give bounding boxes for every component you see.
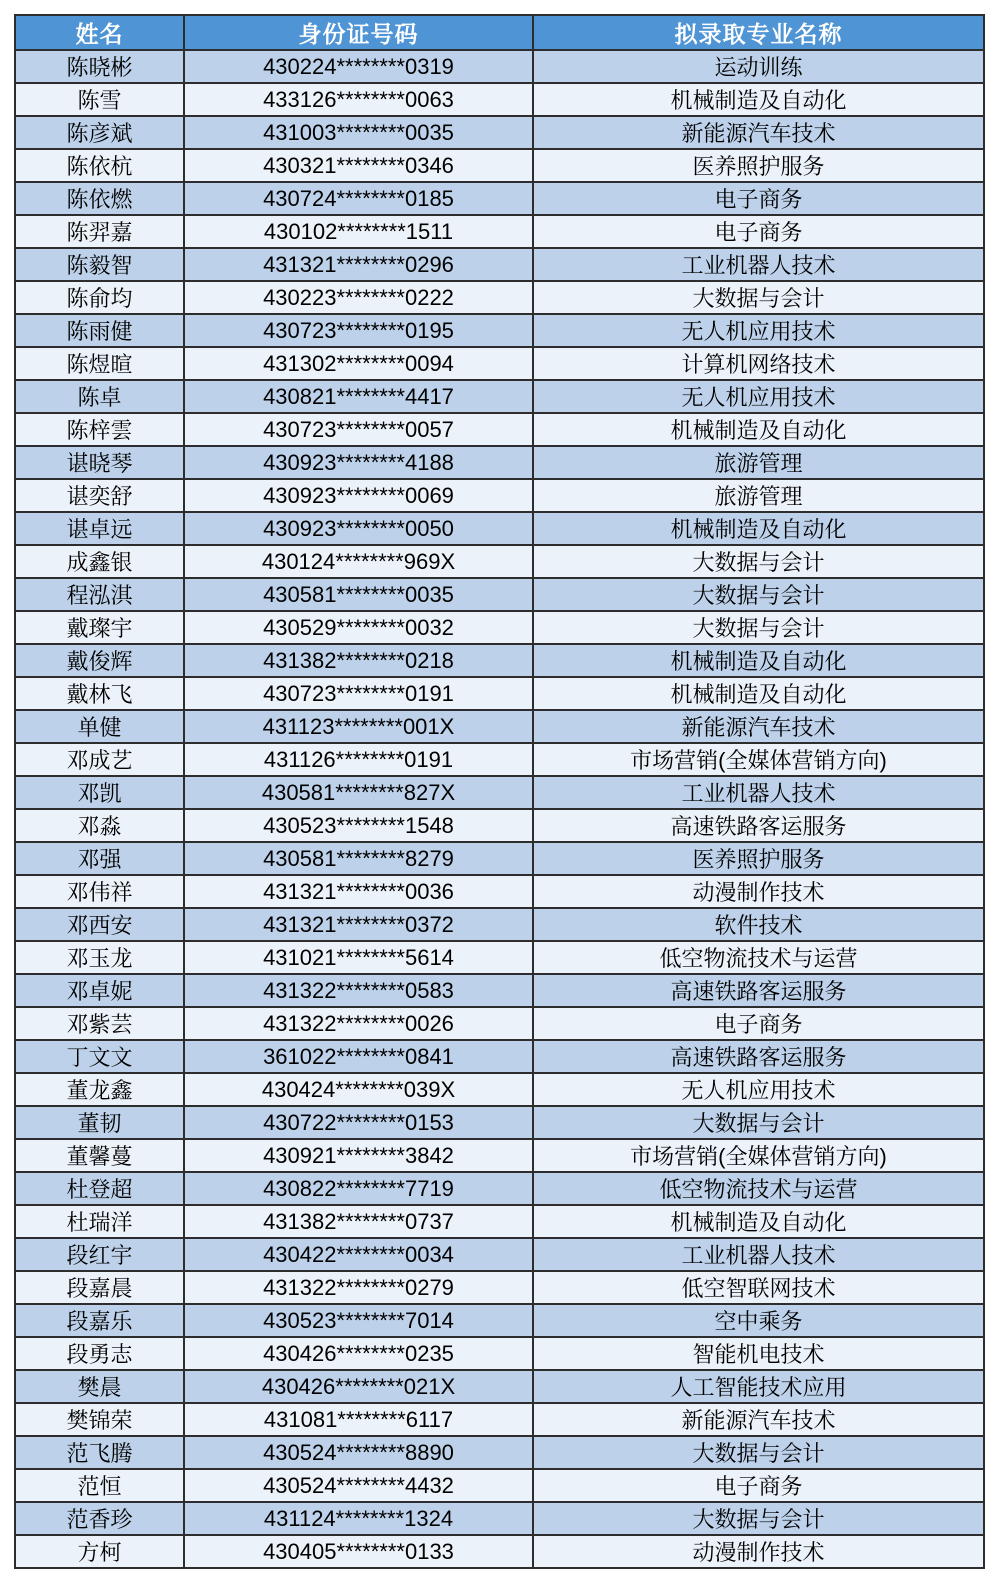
- id-number-cell: 430724********0185: [184, 182, 533, 215]
- table-row: [15, 545, 984, 578]
- id-number-cell: 430923********4188: [184, 446, 533, 479]
- major-cell: 大数据与会计: [533, 1106, 984, 1139]
- major-cell: 工业机器人技术: [533, 1238, 984, 1271]
- major-cell: 医养照护服务: [533, 149, 984, 182]
- major-cell: 无人机应用技术: [533, 314, 984, 347]
- id-number-cell: 430529********0032: [184, 611, 533, 644]
- table-row: [15, 677, 984, 710]
- major-cell: 大数据与会计: [533, 578, 984, 611]
- major-cell: 电子商务: [533, 182, 984, 215]
- id-number-cell: 431322********0583: [184, 974, 533, 1007]
- major-cell: 机械制造及自动化: [533, 677, 984, 710]
- student-name-cell: 方柯: [15, 1535, 184, 1568]
- student-name-cell: 邓西安: [15, 908, 184, 941]
- table-row: [15, 479, 984, 512]
- student-name-cell: 戴俊辉: [15, 644, 184, 677]
- table-row: [15, 215, 984, 248]
- table-row: [15, 809, 984, 842]
- student-name-cell: 陈雪: [15, 83, 184, 116]
- id-number-cell: 431322********0279: [184, 1271, 533, 1304]
- major-cell: 电子商务: [533, 215, 984, 248]
- student-name-cell: 谌奕舒: [15, 479, 184, 512]
- student-name-cell: 邓伟祥: [15, 875, 184, 908]
- major-cell: 机械制造及自动化: [533, 644, 984, 677]
- major-cell: 机械制造及自动化: [533, 1205, 984, 1238]
- id-number-cell: 431321********0296: [184, 248, 533, 281]
- id-number-cell: 430821********4417: [184, 380, 533, 413]
- student-name-cell: 成鑫银: [15, 545, 184, 578]
- major-cell: 工业机器人技术: [533, 248, 984, 281]
- student-name-cell: 邓卓妮: [15, 974, 184, 1007]
- id-number-cell: 430102********1511: [184, 215, 533, 248]
- id-number-cell: 431081********6117: [184, 1403, 533, 1436]
- major-cell: 动漫制作技术: [533, 875, 984, 908]
- student-name-cell: 邓淼: [15, 809, 184, 842]
- table-row: [15, 1370, 984, 1403]
- table-row: [15, 1205, 984, 1238]
- student-name-cell: 董龙鑫: [15, 1073, 184, 1106]
- student-name-cell: 陈卓: [15, 380, 184, 413]
- major-cell: 无人机应用技术: [533, 380, 984, 413]
- major-cell: 新能源汽车技术: [533, 1403, 984, 1436]
- id-number-cell: 430321********0346: [184, 149, 533, 182]
- student-name-cell: 陈晓彬: [15, 50, 184, 83]
- id-number-cell: 430723********0057: [184, 413, 533, 446]
- id-number-cell: 430523********1548: [184, 809, 533, 842]
- major-cell: 低空智联网技术: [533, 1271, 984, 1304]
- major-cell: 电子商务: [533, 1007, 984, 1040]
- table-row: [15, 842, 984, 875]
- major-cell: 低空物流技术与运营: [533, 1172, 984, 1205]
- student-name-cell: 段勇志: [15, 1337, 184, 1370]
- table-row: [15, 1238, 984, 1271]
- id-number-cell: 430524********4432: [184, 1469, 533, 1502]
- id-number-cell: 430524********8890: [184, 1436, 533, 1469]
- column-header-name: 姓名: [15, 15, 184, 50]
- table-row: [15, 1337, 984, 1370]
- student-name-cell: 杜瑞洋: [15, 1205, 184, 1238]
- id-number-cell: 431126********0191: [184, 743, 533, 776]
- student-name-cell: 陈梓雲: [15, 413, 184, 446]
- id-number-cell: 430422********0034: [184, 1238, 533, 1271]
- id-number-cell: 431322********0026: [184, 1007, 533, 1040]
- id-number-cell: 430405********0133: [184, 1535, 533, 1568]
- student-name-cell: 戴林飞: [15, 677, 184, 710]
- major-cell: 大数据与会计: [533, 1502, 984, 1535]
- major-cell: 空中乘务: [533, 1304, 984, 1337]
- student-name-cell: 段嘉晨: [15, 1271, 184, 1304]
- student-name-cell: 邓凯: [15, 776, 184, 809]
- table-row: [15, 281, 984, 314]
- id-number-cell: 433126********0063: [184, 83, 533, 116]
- student-name-cell: 陈依燃: [15, 182, 184, 215]
- table-row: [15, 1436, 984, 1469]
- table-row: [15, 743, 984, 776]
- id-number-cell: 431321********0036: [184, 875, 533, 908]
- student-name-cell: 谌晓琴: [15, 446, 184, 479]
- student-name-cell: 陈依杭: [15, 149, 184, 182]
- major-cell: 新能源汽车技术: [533, 116, 984, 149]
- major-cell: 低空物流技术与运营: [533, 941, 984, 974]
- column-header-id-number: 身份证号码: [184, 15, 533, 50]
- table-row: [15, 446, 984, 479]
- table-row: [15, 1502, 984, 1535]
- id-number-cell: 430124********969X: [184, 545, 533, 578]
- id-number-cell: 430822********7719: [184, 1172, 533, 1205]
- major-cell: 大数据与会计: [533, 281, 984, 314]
- major-cell: 医养照护服务: [533, 842, 984, 875]
- id-number-cell: 431021********5614: [184, 941, 533, 974]
- student-name-cell: 邓成艺: [15, 743, 184, 776]
- id-number-cell: 430923********0069: [184, 479, 533, 512]
- table-row: [15, 710, 984, 743]
- student-name-cell: 陈俞均: [15, 281, 184, 314]
- major-cell: 高速铁路客运服务: [533, 809, 984, 842]
- table-row: [15, 1073, 984, 1106]
- student-name-cell: 陈毅智: [15, 248, 184, 281]
- student-name-cell: 段嘉乐: [15, 1304, 184, 1337]
- id-number-cell: 430723********0195: [184, 314, 533, 347]
- student-name-cell: 范飞腾: [15, 1436, 184, 1469]
- table-row: [15, 1469, 984, 1502]
- major-cell: 高速铁路客运服务: [533, 1040, 984, 1073]
- table-row: [15, 380, 984, 413]
- admission-list-table: [14, 14, 985, 1569]
- major-cell: 运动训练: [533, 50, 984, 83]
- id-number-cell: 430523********7014: [184, 1304, 533, 1337]
- student-name-cell: 段红宇: [15, 1238, 184, 1271]
- table-row: [15, 1040, 984, 1073]
- table-row: [15, 413, 984, 446]
- table-row: [15, 1172, 984, 1205]
- id-number-cell: 430923********0050: [184, 512, 533, 545]
- table-row: [15, 875, 984, 908]
- student-name-cell: 邓玉龙: [15, 941, 184, 974]
- id-number-cell: 431382********0737: [184, 1205, 533, 1238]
- table-header-row: [15, 15, 984, 50]
- id-number-cell: 430426********021X: [184, 1370, 533, 1403]
- student-name-cell: 戴璨宇: [15, 611, 184, 644]
- major-cell: 大数据与会计: [533, 611, 984, 644]
- table-row: [15, 611, 984, 644]
- student-name-cell: 陈煜暄: [15, 347, 184, 380]
- major-cell: 电子商务: [533, 1469, 984, 1502]
- id-number-cell: 430224********0319: [184, 50, 533, 83]
- major-cell: 动漫制作技术: [533, 1535, 984, 1568]
- table-row: [15, 83, 984, 116]
- student-name-cell: 杜登超: [15, 1172, 184, 1205]
- table-row: [15, 974, 984, 1007]
- table-row: [15, 578, 984, 611]
- table-row: [15, 1535, 984, 1568]
- student-name-cell: 陈雨健: [15, 314, 184, 347]
- table-row: [15, 941, 984, 974]
- table-row: [15, 1139, 984, 1172]
- major-cell: 新能源汽车技术: [533, 710, 984, 743]
- student-name-cell: 单健: [15, 710, 184, 743]
- student-name-cell: 樊锦荣: [15, 1403, 184, 1436]
- major-cell: 智能机电技术: [533, 1337, 984, 1370]
- major-cell: 大数据与会计: [533, 545, 984, 578]
- major-cell: 旅游管理: [533, 446, 984, 479]
- id-number-cell: 430581********0035: [184, 578, 533, 611]
- column-header-major: 拟录取专业名称: [533, 15, 984, 50]
- id-number-cell: 431123********001X: [184, 710, 533, 743]
- id-number-cell: 430223********0222: [184, 281, 533, 314]
- table-row: [15, 149, 984, 182]
- major-cell: 机械制造及自动化: [533, 512, 984, 545]
- table-row: [15, 1271, 984, 1304]
- student-name-cell: 邓紫芸: [15, 1007, 184, 1040]
- table-row: [15, 908, 984, 941]
- major-cell: 计算机网络技术: [533, 347, 984, 380]
- id-number-cell: 430581********8279: [184, 842, 533, 875]
- table-row: [15, 1106, 984, 1139]
- id-number-cell: 430426********0235: [184, 1337, 533, 1370]
- major-cell: 大数据与会计: [533, 1436, 984, 1469]
- table-row: [15, 644, 984, 677]
- id-number-cell: 430723********0191: [184, 677, 533, 710]
- major-cell: 市场营销(全媒体营销方向): [533, 743, 984, 776]
- major-cell: 市场营销(全媒体营销方向): [533, 1139, 984, 1172]
- student-name-cell: 陈羿嘉: [15, 215, 184, 248]
- student-name-cell: 陈彦斌: [15, 116, 184, 149]
- id-number-cell: 431003********0035: [184, 116, 533, 149]
- major-cell: 工业机器人技术: [533, 776, 984, 809]
- id-number-cell: 431321********0372: [184, 908, 533, 941]
- table-row: [15, 512, 984, 545]
- id-number-cell: 430424********039X: [184, 1073, 533, 1106]
- table-row: [15, 248, 984, 281]
- table-row: [15, 1007, 984, 1040]
- major-cell: 高速铁路客运服务: [533, 974, 984, 1007]
- student-name-cell: 程泓淇: [15, 578, 184, 611]
- table-row: [15, 314, 984, 347]
- table-row: [15, 116, 984, 149]
- student-name-cell: 董韧: [15, 1106, 184, 1139]
- student-name-cell: 樊晨: [15, 1370, 184, 1403]
- id-number-cell: 430581********827X: [184, 776, 533, 809]
- id-number-cell: 431382********0218: [184, 644, 533, 677]
- table-row: [15, 182, 984, 215]
- id-number-cell: 430722********0153: [184, 1106, 533, 1139]
- table-row: [15, 1304, 984, 1337]
- major-cell: 机械制造及自动化: [533, 413, 984, 446]
- table-row: [15, 776, 984, 809]
- table-row: [15, 50, 984, 83]
- major-cell: 软件技术: [533, 908, 984, 941]
- major-cell: 机械制造及自动化: [533, 83, 984, 116]
- major-cell: 人工智能技术应用: [533, 1370, 984, 1403]
- id-number-cell: 361022********0841: [184, 1040, 533, 1073]
- student-name-cell: 丁文文: [15, 1040, 184, 1073]
- table-body: [15, 50, 984, 1568]
- id-number-cell: 430921********3842: [184, 1139, 533, 1172]
- major-cell: 旅游管理: [533, 479, 984, 512]
- id-number-cell: 431124********1324: [184, 1502, 533, 1535]
- student-name-cell: 董馨蔓: [15, 1139, 184, 1172]
- major-cell: 无人机应用技术: [533, 1073, 984, 1106]
- table-row: [15, 347, 984, 380]
- student-name-cell: 范香珍: [15, 1502, 184, 1535]
- student-name-cell: 谌卓远: [15, 512, 184, 545]
- table-row: [15, 1403, 984, 1436]
- student-name-cell: 邓强: [15, 842, 184, 875]
- student-name-cell: 范恒: [15, 1469, 184, 1502]
- id-number-cell: 431302********0094: [184, 347, 533, 380]
